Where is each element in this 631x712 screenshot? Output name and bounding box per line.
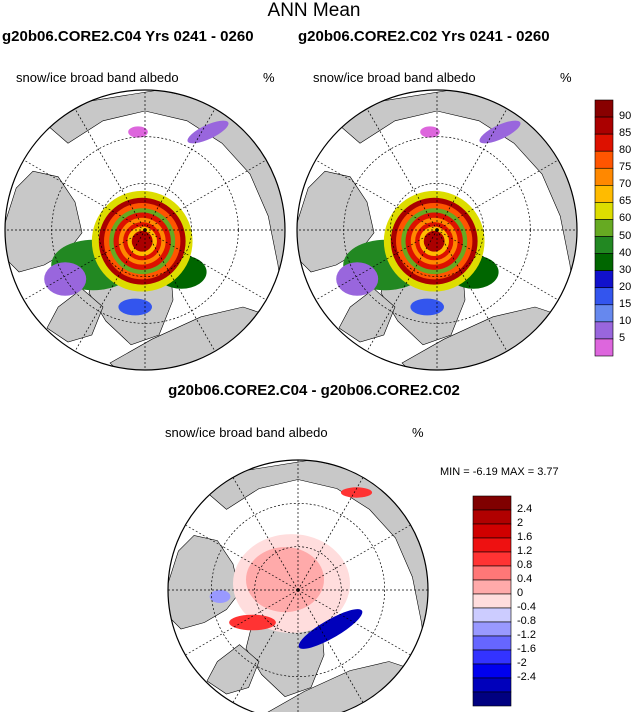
polar-map-diff — [168, 460, 428, 712]
colorbar-tick-label-main: 30 — [619, 263, 631, 276]
colorbar-tick-label-diff: -0.4 — [517, 601, 536, 613]
left-panel-heading: g20b06.CORE2.C04 Yrs 0241 - 0260 — [2, 28, 254, 45]
colorbar-tick-label-diff: 2.4 — [517, 503, 533, 515]
colorbar-tick-label-main: 40 — [619, 246, 631, 259]
colorbar-swatch-1-main — [595, 117, 613, 134]
colorbar-swatch-13-main — [595, 322, 613, 339]
polar-map-left — [5, 90, 285, 370]
colorbar-swatch-4-main — [595, 168, 613, 185]
colorbar-tick-label-main: 50 — [619, 229, 631, 242]
right-unit-label: % — [560, 70, 572, 85]
colorbar-tick-label-main: 65 — [619, 195, 631, 208]
colorbar-tick-label-diff: 1.2 — [517, 545, 533, 557]
difference-variable-label: snow/ice broad band albedo — [165, 425, 328, 440]
diff-positive-edge-diff — [229, 615, 276, 631]
colorbar-swatch-5-diff — [473, 566, 511, 580]
colorbar-swatch-1-diff — [473, 510, 511, 524]
diff-hudson-diff — [210, 590, 231, 603]
colorbar-swatch-0-main — [595, 100, 613, 117]
colorbar-swatch-3-main — [595, 151, 613, 168]
colorbar-swatch-12-main — [595, 305, 613, 322]
colorbar-tick-label-main: 60 — [619, 212, 631, 225]
right-panel-heading: g20b06.CORE2.C02 Yrs 0241 - 0260 — [298, 28, 550, 45]
colorbar-tick-label-main: 70 — [619, 178, 631, 191]
colorbar-swatch-11-main — [595, 288, 613, 305]
polar-map-right — [297, 90, 577, 370]
colorbar-tick-label-main: 10 — [619, 314, 631, 327]
difference-heading: g20b06.CORE2.C04 - g20b06.CORE2.C02 — [168, 382, 460, 399]
colorbar-swatch-12-diff — [473, 664, 511, 678]
colorbar-tick-label-diff: 0.8 — [517, 559, 533, 571]
colorbar-tick-label-diff: 2 — [517, 517, 524, 529]
colorbar-swatch-3-diff — [473, 538, 511, 552]
difference-unit-label: % — [412, 425, 424, 440]
colorbar-tick-label-diff: 0 — [517, 587, 524, 599]
colorbar-swatch-7-main — [595, 219, 613, 236]
colorbar-swatch-5-main — [595, 185, 613, 202]
colorbar-tick-label-main: 90 — [619, 110, 631, 123]
colorbar-tick-label-diff: -2.4 — [517, 671, 536, 683]
colorbar-swatch-6-main — [595, 202, 613, 219]
colorbar-tick-label-diff: 1.6 — [517, 531, 533, 543]
colorbar-swatch-10-diff — [473, 636, 511, 650]
colorbar-swatch-13-diff — [473, 678, 511, 692]
colorbar-swatch-8-diff — [473, 608, 511, 622]
colorbar-swatch-10-main — [595, 271, 613, 288]
colorbar-swatch-8-main — [595, 237, 613, 254]
colorbar-swatch-0-diff — [473, 496, 511, 510]
colorbar-main — [595, 100, 613, 356]
colorbar-swatch-4-diff — [473, 552, 511, 566]
colorbar-swatch-7-diff — [473, 594, 511, 608]
page-title: ANN Mean — [267, 0, 361, 21]
colorbar-tick-label-diff: -0.8 — [517, 615, 536, 627]
right-variable-label: snow/ice broad band albedo — [313, 70, 476, 85]
diff-core-diff — [246, 547, 324, 612]
colorbar-tick-label-diff: -1.6 — [517, 643, 536, 655]
colorbar-tick-label-main: 20 — [619, 280, 631, 293]
colorbar-swatch-9-main — [595, 254, 613, 271]
colorbar-tick-label-main: 15 — [619, 297, 631, 310]
albedo-ring-9-right — [428, 235, 440, 247]
left-variable-label: snow/ice broad band albedo — [16, 70, 179, 85]
colorbar-swatch-6-diff — [473, 580, 511, 594]
sea-ice-bay-left — [118, 299, 152, 316]
colorbar-swatch-2-diff — [473, 524, 511, 538]
colorbar-diff — [473, 496, 511, 706]
sea-ice-bay-right — [410, 299, 444, 316]
colorbar-swatch-11-diff — [473, 650, 511, 664]
colorbar-tick-label-diff: -1.2 — [517, 629, 536, 641]
colorbar-tick-label-main: 85 — [619, 127, 631, 140]
min-max-readout: MIN = -6.19 MAX = 3.77 — [440, 466, 559, 478]
colorbar-tick-label-main: 75 — [619, 161, 631, 174]
albedo-ring-9-left — [136, 235, 148, 247]
colorbar-tick-label-diff: -2 — [517, 657, 527, 669]
left-unit-label: % — [263, 70, 275, 85]
colorbar-swatch-14-diff — [473, 692, 511, 706]
colorbar-tick-label-diff: 0.4 — [517, 573, 533, 585]
colorbar-swatch-2-main — [595, 134, 613, 151]
colorbar-tick-label-main: 80 — [619, 144, 631, 157]
colorbar-swatch-9-diff — [473, 622, 511, 636]
colorbar-tick-label-main: 5 — [619, 331, 626, 344]
colorbar-swatch-14-main — [595, 339, 613, 356]
